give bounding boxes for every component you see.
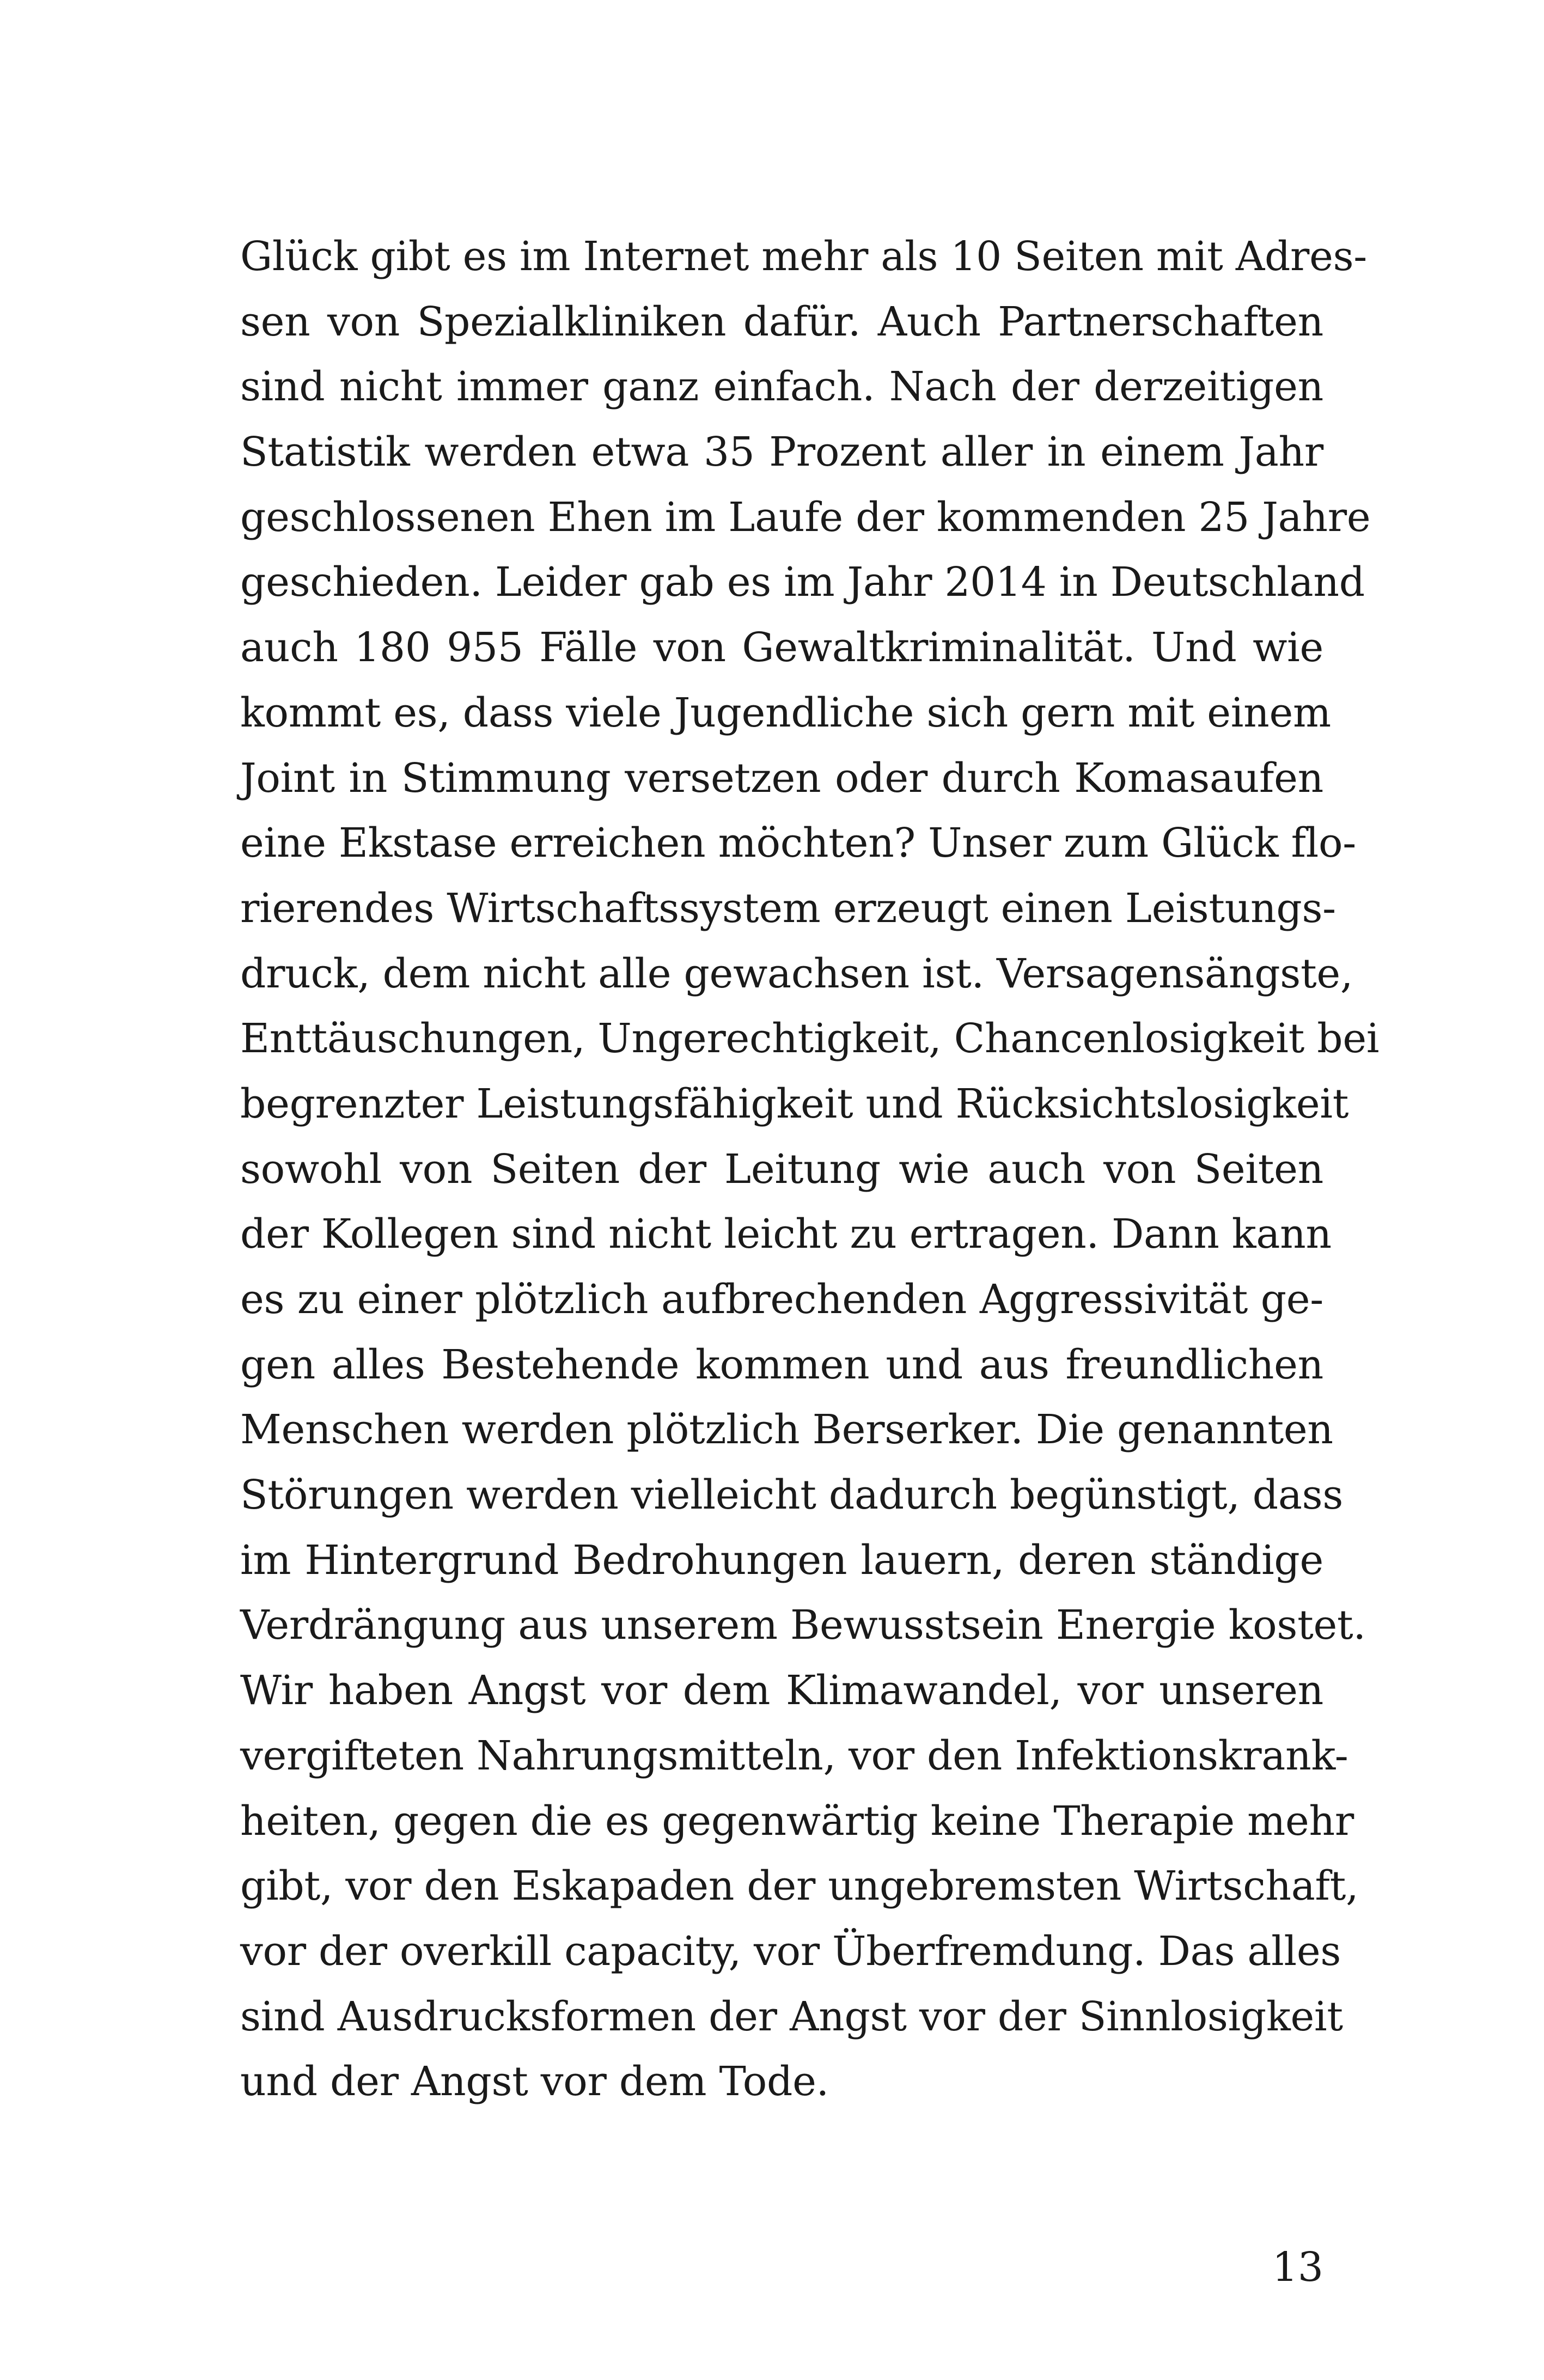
text-line: Verdrängung aus unserem Bewusstsein Energie kostet.: [240, 1602, 1366, 1649]
text-line: Joint in Stimmung versetzen oder durch Komasaufen: [240, 754, 1323, 802]
text-line: sind nicht immer ganz einfach. Nach der derzeitigen: [240, 363, 1323, 411]
text-line: sowohl von Seiten der Leitung wie auch von Seiten: [240, 1145, 1323, 1193]
text-line: begrenzter Leistungsfähigkeit und Rücksichtslosigkeit: [240, 1080, 1349, 1127]
text-line: der Kollegen sind nicht leicht zu ertragen. Dann kann: [240, 1211, 1332, 1258]
text-line: es zu einer plötzlich aufbrechenden Aggressivität ge-: [240, 1276, 1323, 1323]
text-line: Enttäuschungen, Ungerechtigkeit, Chancenlosigkeit bei: [240, 1015, 1380, 1063]
text-line: Menschen werden plötzlich Berserker. Die genannten: [240, 1406, 1333, 1454]
body-text: [240, 224, 1380, 2115]
text-line: kommt es, dass viele Jugendliche sich gern mit einem: [240, 689, 1331, 736]
text-line: Störungen werden vielleicht dadurch begünstigt, dass: [240, 1472, 1344, 1519]
text-line: gen alles Bestehende kommen und aus freundlichen: [240, 1341, 1323, 1388]
text-line: vor der overkill capacity, vor Überfremdung. Das alles: [240, 1927, 1341, 1975]
text-line: geschlossenen Ehen im Laufe der kommenden 25 Jahre: [240, 493, 1371, 541]
text-line-last: und der Angst vor dem Tode.: [240, 2058, 829, 2106]
text-line: Glück gibt es im Internet mehr als 10 Seiten mit Adres-: [240, 233, 1367, 280]
text-line: auch 180 955 Fälle von Gewaltkriminalität. Und wie: [240, 624, 1323, 672]
page-number: 13: [1272, 2244, 1323, 2291]
text-line: vergifteten Nahrungsmitteln, vor den Infektionskrank-: [240, 1732, 1348, 1779]
text-line: Statistik werden etwa 35 Prozent aller in einem Jahr: [240, 429, 1323, 476]
text-line: druck, dem nicht alle gewachsen ist. Versagensängste,: [240, 950, 1353, 997]
text-line: eine Ekstase erreichen möchten? Unser zum Glück flo-: [240, 820, 1356, 867]
text-line: Wir haben Angst vor dem Klimawandel, vor unseren: [240, 1667, 1323, 1714]
text-line: im Hintergrund Bedrohungen lauern, deren ständige: [240, 1536, 1323, 1584]
text-line: geschieden. Leider gab es im Jahr 2014 in Deutschland: [240, 559, 1365, 606]
text-line: gibt, vor den Eskapaden der ungebremsten Wirtschaft,: [240, 1863, 1359, 1910]
text-line: heiten, gegen die es gegenwärtig keine Therapie mehr: [240, 1797, 1354, 1845]
text-line: sind Ausdrucksformen der Angst vor der Sinnlosigkeit: [240, 1993, 1343, 2040]
text-line: sen von Spezialkliniken dafür. Auch Partnerschaften: [240, 298, 1323, 345]
text-line: rierendes Wirtschaftssystem erzeugt einen Leistungs-: [240, 884, 1336, 932]
